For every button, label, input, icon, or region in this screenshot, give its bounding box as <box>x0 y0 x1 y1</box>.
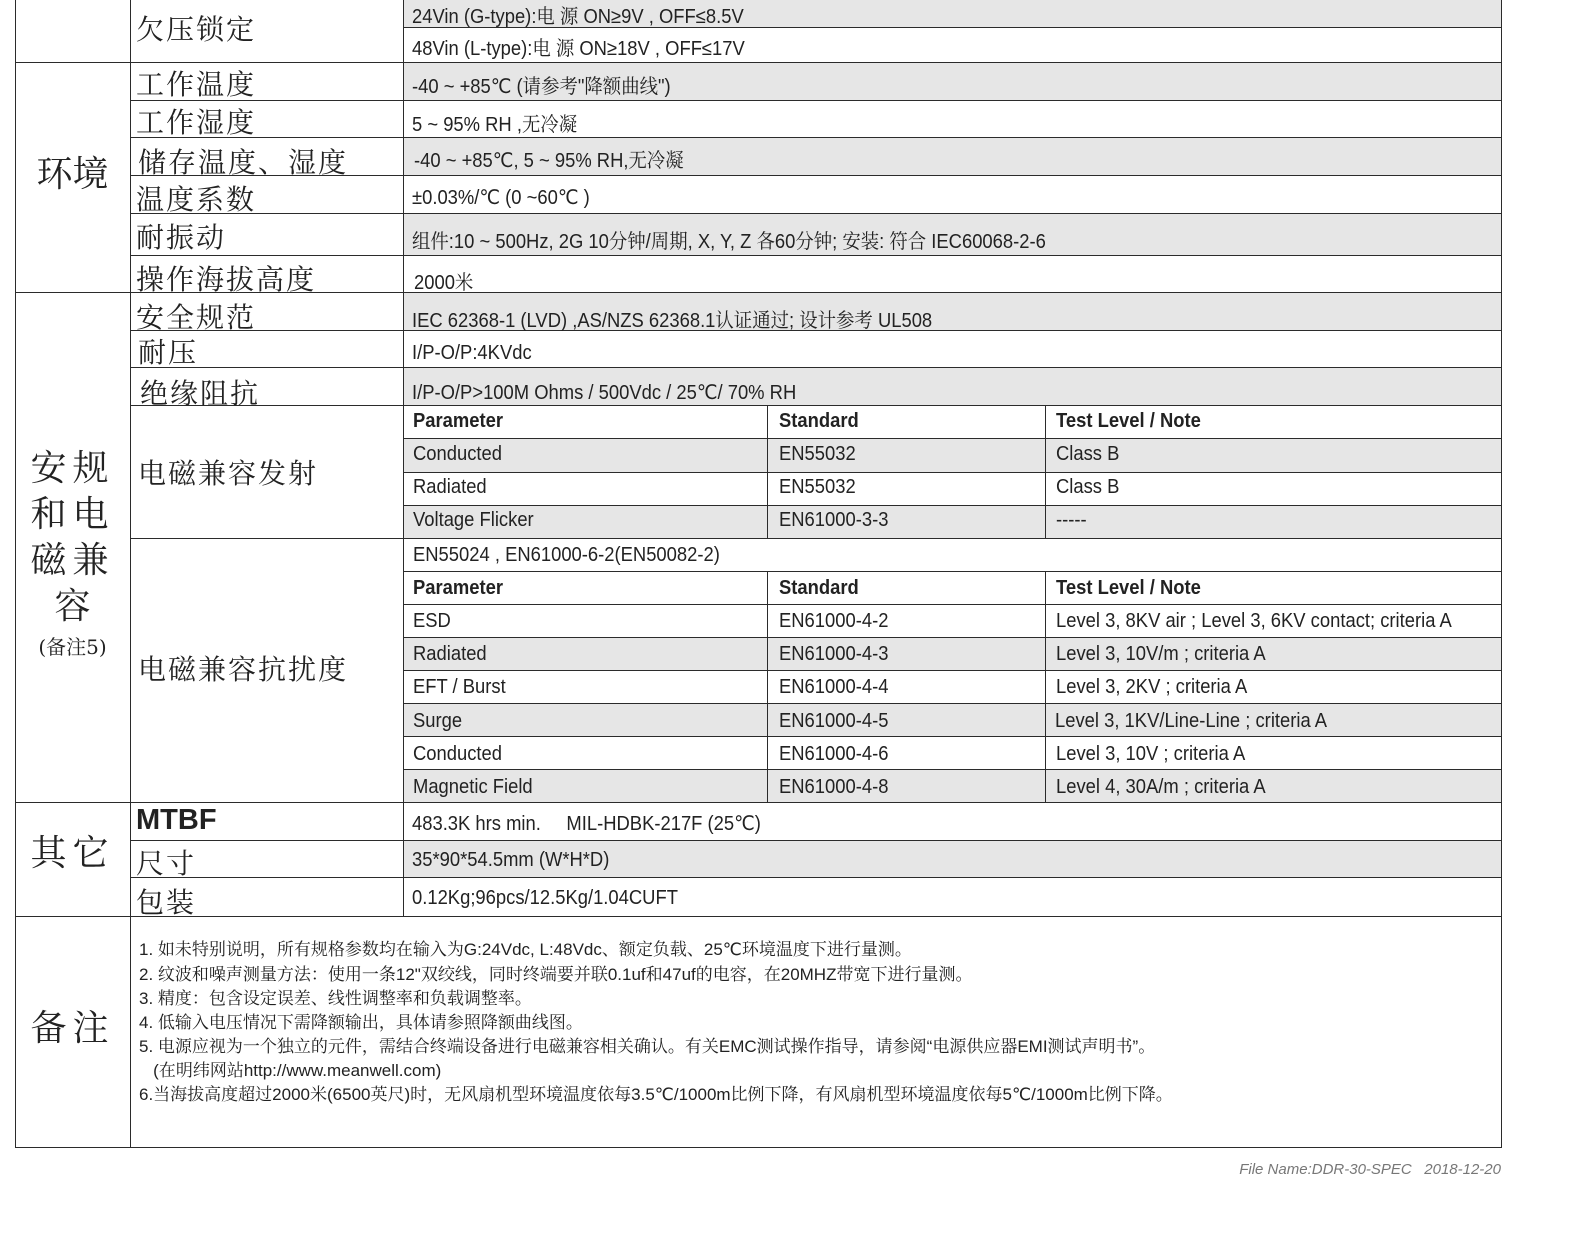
immunity-row-4-standard: EN61000-4-5 <box>779 710 889 732</box>
emission-row-2-parameter: Radiated <box>413 476 487 498</box>
safety-standards-value: IEC 62368-1 (LVD) ,AS/NZS 62368.1认证通过; 设计参考 UL508 <box>412 310 933 332</box>
immunity-row-3-standard: EN61000-4-4 <box>779 676 889 698</box>
notes-category: 备注 <box>30 1008 115 1049</box>
note-line-1: 1. 如未特别说明，所有规格参数均在输入为G:24Vdc, L:48Vdc、额定负载、25℃环境温度下进行量测。 <box>139 940 912 959</box>
immunity-row-4-level: Level 3, 1KV/Line-Line ; criteria A <box>1055 710 1328 732</box>
note-line-6: 6.当海拔高度超过2000米(6500英尺)时，无风扇机型环境温度依每3.5℃/1000m比例下降，有风扇机型环境温度依每5℃/1000m比例下降。 <box>139 1085 1173 1104</box>
environment-category: 环境 <box>36 154 109 195</box>
dimension-value: 35*90*54.5mm (W*H*D) <box>412 849 610 871</box>
packing-label: 包装 <box>136 886 197 919</box>
env-operating-humidity-label: 工作湿度 <box>136 106 257 139</box>
emission-row-3-standard: EN61000-3-3 <box>779 509 889 531</box>
immunity-row-3-parameter: EFT / Burst <box>413 676 506 698</box>
isolation-resistance-label: 绝缘阻抗 <box>140 377 261 410</box>
uvlo-label: 欠压锁定 <box>136 13 257 46</box>
note-line-2: 2. 纹波和噪声测量方法：使用一条12"双绞线，同时终端要并联0.1uf和47uf的电容，在20MHZ带宽下进行量测。 <box>139 965 973 984</box>
env-storage-value: -40 ~ +85℃, 5 ~ 95% RH,无冷凝 <box>414 150 684 172</box>
emission-row-1-parameter: Conducted <box>413 443 503 465</box>
immunity-row-5-level: Level 3, 10V ; criteria A <box>1056 743 1246 765</box>
immunity-standard-line: EN55024 , EN61000-6-2(EN50082-2) <box>413 544 720 566</box>
dimension-label: 尺寸 <box>136 847 197 880</box>
mtbf-value: 483.3K hrs min. MIL-HDBK-217F (25℃) <box>412 813 761 835</box>
immunity-header-standard: Standard <box>779 577 859 599</box>
safety-standards-label: 安全规范 <box>136 301 257 334</box>
immunity-header-level: Test Level / Note <box>1056 577 1201 599</box>
env-altitude-value: 2000米 <box>414 272 474 294</box>
immunity-row-4-parameter: Surge <box>413 710 463 732</box>
env-temp-coefficient-value: ±0.03%/℃ (0 ~60℃ ) <box>412 187 590 209</box>
safety-category-line-4: 容 <box>54 586 91 627</box>
note-line-4: 4. 低输入电压情况下需降额输出，具体请参照降额曲线图。 <box>139 1013 583 1032</box>
env-vibration-label: 耐振动 <box>136 221 227 254</box>
packing-value: 0.12Kg;96pcs/12.5Kg/1.04CUFT <box>412 887 678 909</box>
emission-row-2-standard: EN55032 <box>779 476 856 498</box>
emission-row-1-level: Class B <box>1056 443 1120 465</box>
immunity-row-6-level: Level 4, 30A/m ; criteria A <box>1056 776 1266 798</box>
emission-row-1-standard: EN55032 <box>779 443 856 465</box>
emission-header-standard: Standard <box>779 410 859 432</box>
immunity-row-2-standard: EN61000-4-3 <box>779 643 889 665</box>
safety-category-note: (备注5) <box>38 635 107 659</box>
env-vibration-value: 组件:10 ~ 500Hz, 2G 10分钟/周期, X, Y, Z 各60分钟; 安装: 符合 IEC60068-2-6 <box>412 231 1046 253</box>
emission-row-3-level: ----- <box>1056 509 1087 531</box>
env-altitude-label: 操作海拔高度 <box>136 263 317 296</box>
safety-category-line-1: 安规 <box>30 448 115 489</box>
immunity-row-2-parameter: Radiated <box>413 643 487 665</box>
emission-header-parameter: Parameter <box>413 410 504 432</box>
withstand-voltage-value: I/P-O/P:4KVdc <box>412 342 532 364</box>
isolation-resistance-value: I/P-O/P>100M Ohms / 500Vdc / 25℃/ 70% RH <box>412 382 797 404</box>
note-line-5: 5. 电源应视为一个独立的元件，需结合终端设备进行电磁兼容相关确认。有关EMC测试操作指导，请参阅“电源供应器EMI测试声明书”。 <box>139 1037 1156 1056</box>
note-line-5-url: (在明纬网站http://www.meanwell.com) <box>139 1061 442 1080</box>
others-category: 其它 <box>30 833 115 874</box>
emc-emission-label: 电磁兼容发射 <box>138 457 319 490</box>
file-name-footer: File Name:DDR-30-SPEC 2018-12-20 <box>1239 1161 1501 1178</box>
env-storage-label: 储存温度、湿度 <box>138 146 349 179</box>
immunity-row-6-standard: EN61000-4-8 <box>779 776 889 798</box>
immunity-header-parameter: Parameter <box>413 577 504 599</box>
note-line-3: 3. 精度：包含设定误差、线性调整率和负载调整率。 <box>139 989 532 1008</box>
safety-category-line-2: 和电 <box>30 494 115 535</box>
withstand-voltage-label: 耐压 <box>138 336 199 369</box>
immunity-row-5-standard: EN61000-4-6 <box>779 743 889 765</box>
immunity-row-5-parameter: Conducted <box>413 743 503 765</box>
env-operating-temp-value: -40 ~ +85℃ (请参考"降额曲线") <box>412 76 671 98</box>
env-operating-temp-label: 工作温度 <box>136 68 257 101</box>
env-temp-coefficient-label: 温度系数 <box>136 183 257 216</box>
env-operating-humidity-value: 5 ~ 95% RH ,无冷凝 <box>412 114 578 136</box>
emc-immunity-label: 电磁兼容抗扰度 <box>138 653 349 686</box>
immunity-row-1-standard: EN61000-4-2 <box>779 610 889 632</box>
uvlo-l-type: 48Vin (L-type):电 源 ON≥18V , OFF≤17V <box>412 38 745 60</box>
safety-category-line-3: 磁兼 <box>30 540 115 581</box>
immunity-row-3-level: Level 3, 2KV ; criteria A <box>1056 676 1248 698</box>
emission-header-level: Test Level / Note <box>1056 410 1201 432</box>
emission-row-3-parameter: Voltage Flicker <box>413 509 534 531</box>
emission-row-2-level: Class B <box>1056 476 1120 498</box>
immunity-row-2-level: Level 3, 10V/m ; criteria A <box>1056 643 1266 665</box>
immunity-row-1-level: Level 3, 8KV air ; Level 3, 6KV contact; criteria A <box>1056 610 1452 632</box>
mtbf-label: MTBF <box>136 804 217 836</box>
immunity-row-1-parameter: ESD <box>413 610 451 632</box>
uvlo-g-type: 24Vin (G-type):电 源 ON≥9V , OFF≤8.5V <box>412 6 744 28</box>
immunity-row-6-parameter: Magnetic Field <box>413 776 533 798</box>
